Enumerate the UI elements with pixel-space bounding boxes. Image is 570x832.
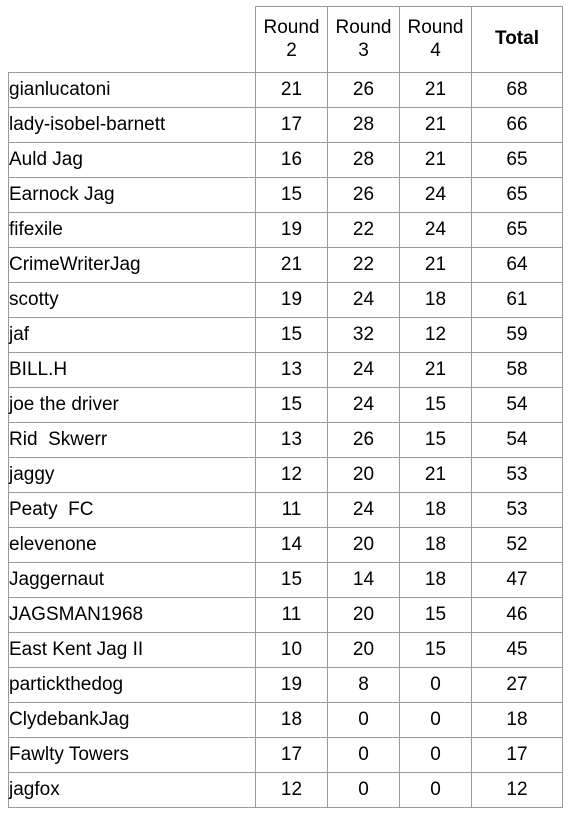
table-row	[9, 598, 563, 633]
round-2-score-cell: 19	[256, 213, 328, 248]
total-score-cell: 53	[472, 458, 563, 493]
total-score-cell: 18	[472, 703, 563, 738]
player-name-cell: jagfox	[9, 773, 256, 808]
table-row	[9, 353, 563, 388]
total-score-cell: 65	[472, 213, 563, 248]
table-row	[9, 388, 563, 423]
round-4-score-cell: 18	[400, 493, 472, 528]
round-4-score-cell: 15	[400, 423, 472, 458]
round-2-score-cell: 13	[256, 353, 328, 388]
table-row	[9, 668, 563, 703]
player-name-cell: joe the driver	[9, 388, 256, 423]
total-score-cell: 12	[472, 773, 563, 808]
total-score-cell: 53	[472, 493, 563, 528]
total-score-cell: 68	[472, 73, 563, 108]
round-4-score-cell: 18	[400, 528, 472, 563]
table-row	[9, 73, 563, 108]
header-round-4-number: 4	[430, 39, 441, 61]
round-3-score-cell: 20	[328, 633, 400, 668]
total-score-cell: 54	[472, 423, 563, 458]
round-4-score-cell: 18	[400, 563, 472, 598]
table-row	[9, 178, 563, 213]
round-4-score-cell: 24	[400, 178, 472, 213]
header-round-3-number: 3	[358, 39, 369, 61]
round-3-score-cell: 20	[328, 598, 400, 633]
round-2-score-cell: 13	[256, 423, 328, 458]
round-3-score-cell: 0	[328, 703, 400, 738]
round-4-score-cell: 21	[400, 248, 472, 283]
round-2-score-cell: 19	[256, 668, 328, 703]
player-name-cell: elevenone	[9, 528, 256, 563]
total-score-cell: 65	[472, 143, 563, 178]
player-name-cell: jaggy	[9, 458, 256, 493]
round-3-score-cell: 24	[328, 283, 400, 318]
player-name-cell: ClydebankJag	[9, 703, 256, 738]
table-row	[9, 528, 563, 563]
round-2-score-cell: 15	[256, 388, 328, 423]
total-score-cell: 45	[472, 633, 563, 668]
round-4-score-cell: 15	[400, 388, 472, 423]
total-score-cell: 17	[472, 738, 563, 773]
round-4-score-cell: 0	[400, 703, 472, 738]
round-3-score-cell: 20	[328, 458, 400, 493]
round-2-score-cell: 18	[256, 703, 328, 738]
round-3-score-cell: 8	[328, 668, 400, 703]
total-score-cell: 46	[472, 598, 563, 633]
player-name-cell: Fawlty Towers	[9, 738, 256, 773]
round-3-score-cell: 14	[328, 563, 400, 598]
round-4-score-cell: 18	[400, 283, 472, 318]
player-name-cell: Rid Skwerr	[9, 423, 256, 458]
total-score-cell: 65	[472, 178, 563, 213]
round-4-score-cell: 24	[400, 213, 472, 248]
round-2-score-cell: 15	[256, 318, 328, 353]
table-row	[9, 458, 563, 493]
round-3-score-cell: 22	[328, 213, 400, 248]
player-name-cell: lady-isobel-barnett	[9, 108, 256, 143]
round-2-score-cell: 15	[256, 178, 328, 213]
table-row	[9, 248, 563, 283]
header-round-4-label: Round	[407, 16, 464, 38]
round-3-score-cell: 26	[328, 73, 400, 108]
table-row	[9, 703, 563, 738]
round-2-score-cell: 10	[256, 633, 328, 668]
header-round-2-label: Round	[263, 16, 320, 38]
table-row	[9, 423, 563, 458]
player-name-cell: Earnock Jag	[9, 178, 256, 213]
round-2-score-cell: 17	[256, 738, 328, 773]
round-3-score-cell: 22	[328, 248, 400, 283]
player-name-cell: jaf	[9, 318, 256, 353]
total-score-cell: 52	[472, 528, 563, 563]
table-header	[9, 7, 563, 73]
table-body	[9, 73, 563, 808]
total-score-cell: 58	[472, 353, 563, 388]
player-name-cell: BILL.H	[9, 353, 256, 388]
round-3-score-cell: 24	[328, 388, 400, 423]
total-score-cell: 61	[472, 283, 563, 318]
round-2-score-cell: 12	[256, 773, 328, 808]
round-4-score-cell: 21	[400, 108, 472, 143]
round-3-score-cell: 26	[328, 178, 400, 213]
round-3-score-cell: 24	[328, 353, 400, 388]
round-3-score-cell: 0	[328, 738, 400, 773]
table-row	[9, 633, 563, 668]
round-2-score-cell: 14	[256, 528, 328, 563]
table-row	[9, 493, 563, 528]
round-3-score-cell: 28	[328, 108, 400, 143]
table-row	[9, 738, 563, 773]
round-4-score-cell: 0	[400, 773, 472, 808]
table-row	[9, 108, 563, 143]
scores-table	[8, 6, 563, 808]
total-score-cell: 27	[472, 668, 563, 703]
table-row	[9, 283, 563, 318]
player-name-cell: Jaggernaut	[9, 563, 256, 598]
header-round-3	[328, 7, 400, 73]
header-blank-cell	[9, 7, 256, 73]
round-4-score-cell: 0	[400, 668, 472, 703]
header-round-3-label: Round	[335, 16, 392, 38]
round-4-score-cell: 15	[400, 598, 472, 633]
table-row	[9, 773, 563, 808]
round-4-score-cell: 21	[400, 353, 472, 388]
player-name-cell: CrimeWriterJag	[9, 248, 256, 283]
round-2-score-cell: 11	[256, 493, 328, 528]
table-row	[9, 563, 563, 598]
total-score-cell: 54	[472, 388, 563, 423]
player-name-cell: gianlucatoni	[9, 73, 256, 108]
round-3-score-cell: 24	[328, 493, 400, 528]
total-score-cell: 64	[472, 248, 563, 283]
round-2-score-cell: 21	[256, 73, 328, 108]
header-total: Total	[472, 7, 563, 73]
round-2-score-cell: 15	[256, 563, 328, 598]
table-row	[9, 143, 563, 178]
round-4-score-cell: 12	[400, 318, 472, 353]
round-3-score-cell: 26	[328, 423, 400, 458]
player-name-cell: Peaty FC	[9, 493, 256, 528]
round-2-score-cell: 19	[256, 283, 328, 318]
round-2-score-cell: 17	[256, 108, 328, 143]
round-4-score-cell: 0	[400, 738, 472, 773]
player-name-cell: scotty	[9, 283, 256, 318]
round-4-score-cell: 21	[400, 458, 472, 493]
total-score-cell: 47	[472, 563, 563, 598]
round-2-score-cell: 11	[256, 598, 328, 633]
round-4-score-cell: 21	[400, 73, 472, 108]
round-2-score-cell: 16	[256, 143, 328, 178]
player-name-cell: partickthedog	[9, 668, 256, 703]
round-4-score-cell: 21	[400, 143, 472, 178]
player-name-cell: East Kent Jag II	[9, 633, 256, 668]
header-round-2	[256, 7, 328, 73]
header-round-4	[400, 7, 472, 73]
round-2-score-cell: 21	[256, 248, 328, 283]
header-round-2-number: 2	[286, 39, 297, 61]
player-name-cell: Auld Jag	[9, 143, 256, 178]
table-row	[9, 213, 563, 248]
header-row	[9, 7, 563, 73]
player-name-cell: JAGSMAN1968	[9, 598, 256, 633]
round-4-score-cell: 15	[400, 633, 472, 668]
round-3-score-cell: 20	[328, 528, 400, 563]
round-3-score-cell: 32	[328, 318, 400, 353]
total-score-cell: 66	[472, 108, 563, 143]
round-2-score-cell: 12	[256, 458, 328, 493]
round-3-score-cell: 28	[328, 143, 400, 178]
player-name-cell: fifexile	[9, 213, 256, 248]
round-3-score-cell: 0	[328, 773, 400, 808]
total-score-cell: 59	[472, 318, 563, 353]
table-row	[9, 318, 563, 353]
